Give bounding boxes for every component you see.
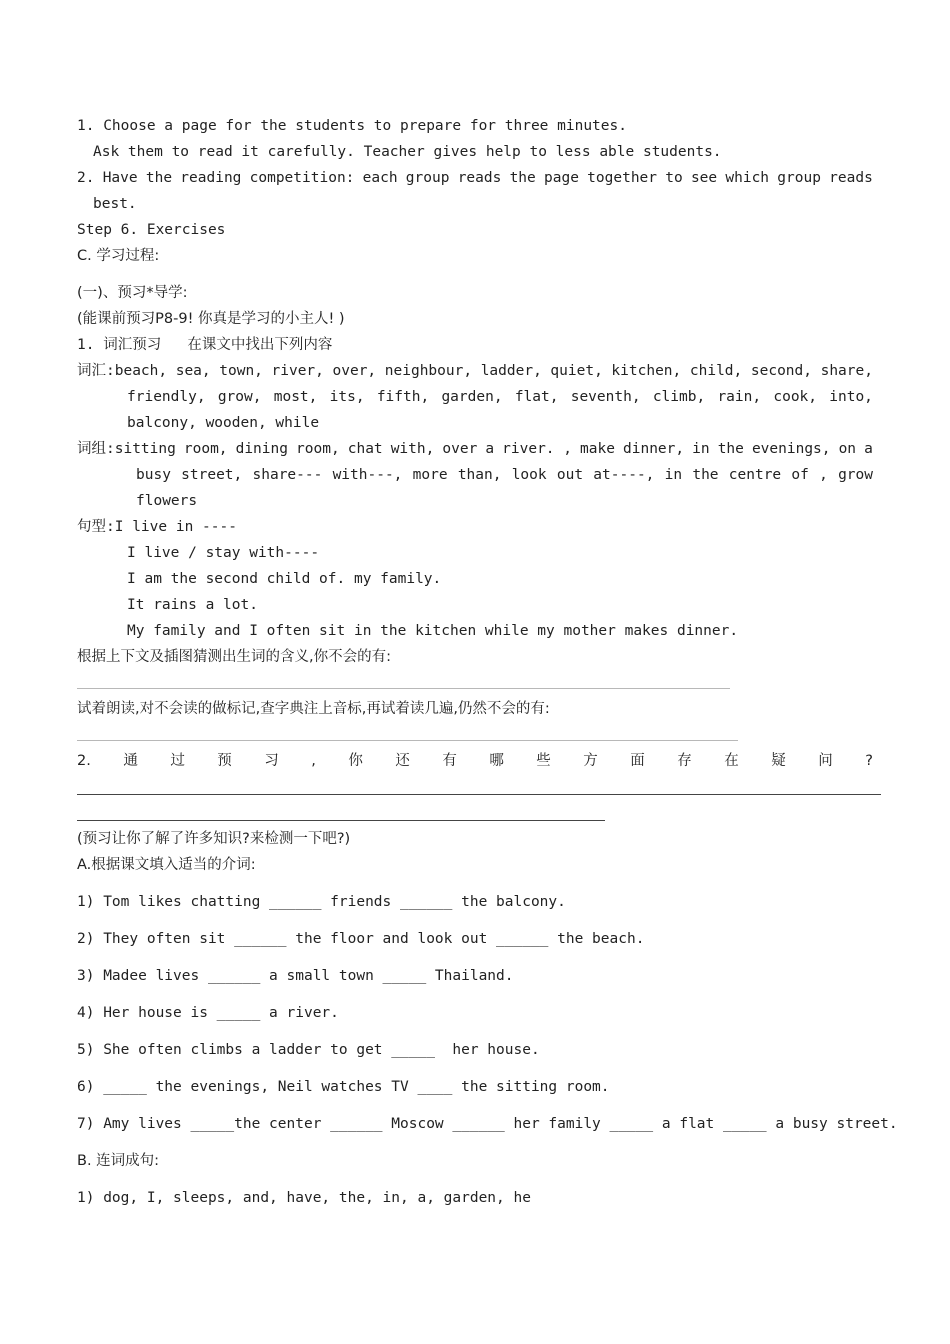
word: neighbour, xyxy=(384,363,473,379)
exercise-b-heading: B. 连词成句: xyxy=(77,1153,160,1169)
word: fifth, xyxy=(376,389,430,405)
word: sea, xyxy=(175,363,211,379)
word: 问 xyxy=(818,753,833,769)
word: share, xyxy=(820,363,873,379)
phrase-line-3: flowers xyxy=(136,493,198,509)
answer-line xyxy=(77,820,605,821)
sentence-pattern-3: I am the second child of. my family. xyxy=(127,571,442,587)
self-check-note: (预习让你了解了许多知识?来检测一下吧?) xyxy=(77,831,351,847)
word: 些 xyxy=(536,753,551,769)
word: its, xyxy=(329,389,365,405)
word: , xyxy=(819,467,828,483)
word: which xyxy=(725,170,770,186)
word: 过 xyxy=(170,753,185,769)
answer-line xyxy=(77,740,738,741)
word: 词组:sitting xyxy=(77,441,176,457)
exercise-a-item-4: 4) Her house is _____ a river. xyxy=(77,1005,339,1021)
word: river, xyxy=(271,363,324,379)
exercise-a-item-6: 6) _____ the evenings, Neil watches TV ____ the sitting room. xyxy=(77,1079,610,1095)
word: street, xyxy=(181,467,243,483)
word: ? xyxy=(865,753,873,769)
word: , xyxy=(311,753,316,769)
vocab-line-1 xyxy=(77,362,873,380)
word: the xyxy=(509,170,536,186)
phrase-line-1 xyxy=(77,440,873,458)
word: make xyxy=(580,441,615,457)
word: page xyxy=(544,170,579,186)
word: with---, xyxy=(332,467,403,483)
word: over, xyxy=(332,363,377,379)
exercise-a-item-1: 1) Tom likes chatting ______ friends ______ the balcony. xyxy=(77,894,566,910)
word: cook, xyxy=(773,389,818,405)
step-item-2 xyxy=(77,169,873,187)
word: look xyxy=(511,467,547,483)
word: 你 xyxy=(348,753,363,769)
word: Have xyxy=(102,170,138,186)
word: the xyxy=(692,467,719,483)
answer-line xyxy=(77,794,881,795)
word: on xyxy=(838,441,857,457)
word: centre xyxy=(728,467,782,483)
word: 2. xyxy=(77,170,95,186)
word: 在 xyxy=(724,753,739,769)
word: reading xyxy=(180,170,242,186)
word: 习 xyxy=(264,753,279,769)
exercise-a-item-3: 3) Madee lives ______ a small town _____ Thailand. xyxy=(77,968,514,984)
sentence-pattern-4: It rains a lot. xyxy=(127,597,258,613)
exercise-a-item-5: 5) She often climbs a ladder to get _____ her house. xyxy=(77,1042,540,1058)
sentence-pattern-2: I live / stay with---- xyxy=(127,545,320,561)
word: 面 xyxy=(630,753,645,769)
word: a xyxy=(485,441,495,457)
exercise-a-heading: A.根据课文填入适当的介词: xyxy=(77,857,256,873)
word: see xyxy=(690,170,718,186)
sentence-pattern-1: 句型:I live in ---- xyxy=(77,519,237,535)
step-6-heading: Step 6. Exercises xyxy=(77,222,226,238)
word: grow, xyxy=(217,389,262,405)
word: group xyxy=(777,170,821,186)
word: quiet, xyxy=(550,363,603,379)
word: busy xyxy=(136,467,171,483)
exercise-a-item-7: 7) Amy lives _____the center ______ Moscow ______ her family _____ a flat _____ a busy street. xyxy=(77,1116,898,1132)
word: share--- xyxy=(252,467,323,483)
word: than, xyxy=(457,467,502,483)
phrase-line-2 xyxy=(136,466,873,484)
word: flat, xyxy=(514,389,559,405)
word: climb, xyxy=(652,389,706,405)
word: in xyxy=(664,467,683,483)
step-item-2-cont: best. xyxy=(93,196,137,212)
word: more xyxy=(412,467,448,483)
word: together xyxy=(587,170,658,186)
word: seventh, xyxy=(570,389,641,405)
guess-meaning-prompt: 根据上下文及插图猜测出生词的含义,你不会的有: xyxy=(77,649,391,665)
exercise-b-item-1: 1) dog, I, sleeps, and, have, the, in, a, garden, he xyxy=(77,1190,531,1206)
word: 疑 xyxy=(771,753,786,769)
word: dining xyxy=(235,441,288,457)
read-aloud-prompt: 试着朗读,对不会读的做标记,查字典注上音标,再试着读几遍,仍然不会的有: xyxy=(77,701,550,717)
question-prompt xyxy=(77,752,873,770)
word: each xyxy=(362,170,398,186)
word: the xyxy=(145,170,173,186)
word: 哪 xyxy=(489,753,504,769)
sentence-pattern-5: My family and I often sit in the kitchen while my mother makes dinner. xyxy=(127,623,739,639)
word: reads xyxy=(829,170,873,186)
word: 通 xyxy=(123,753,138,769)
word: child, xyxy=(689,363,743,379)
word: over xyxy=(442,441,478,457)
word: ladder, xyxy=(480,363,542,379)
word: competition: xyxy=(249,170,355,186)
word: second, xyxy=(750,363,812,379)
word: a xyxy=(864,441,873,457)
word: 还 xyxy=(395,753,410,769)
word: to xyxy=(665,170,683,186)
word: town, xyxy=(219,363,263,379)
word: most, xyxy=(273,389,318,405)
vocab-preview-title: 1. 词汇预习 在课文中找出下列内容 xyxy=(77,337,333,353)
step-item-1: 1. Choose a page for the students to prepare for three minutes. xyxy=(77,118,627,134)
word: at----, xyxy=(593,467,655,483)
word: 2. xyxy=(77,753,91,769)
word: room, xyxy=(296,441,340,457)
word: reads xyxy=(457,170,502,186)
word: evenings, xyxy=(751,441,831,457)
word: out xyxy=(556,467,584,483)
word: kitchen, xyxy=(611,363,682,379)
word: grow xyxy=(838,467,873,483)
word: in xyxy=(692,441,710,457)
word: rain, xyxy=(717,389,762,405)
word: dinner, xyxy=(623,441,685,457)
word: group xyxy=(405,170,450,186)
word: room, xyxy=(183,441,228,457)
word: 预 xyxy=(217,753,232,769)
preview-note: (能课前预习P8-9! 你真是学习的小主人! ) xyxy=(77,311,345,327)
exercise-a-item-2: 2) They often sit ______ the floor and look out ______ the beach. xyxy=(77,931,645,947)
word: into, xyxy=(829,389,873,405)
preview-heading: (一)、预习*导学: xyxy=(77,285,188,301)
section-c-heading: C. 学习过程: xyxy=(77,248,160,264)
word: 方 xyxy=(583,753,598,769)
word: with, xyxy=(390,441,435,457)
word: the xyxy=(717,441,744,457)
word: 词汇:beach, xyxy=(77,363,168,379)
word: river. , xyxy=(502,441,572,457)
word: garden, xyxy=(441,389,503,405)
answer-line xyxy=(77,688,730,689)
word: friendly, xyxy=(127,389,206,405)
word: of xyxy=(791,467,809,483)
word: chat xyxy=(347,441,383,457)
step-item-1-detail: Ask them to read it carefully. Teacher gives help to less able students. xyxy=(93,144,722,160)
word: 存 xyxy=(677,753,692,769)
vocab-line-2 xyxy=(127,388,873,406)
vocab-line-3: balcony, wooden, while xyxy=(127,415,320,431)
word: 有 xyxy=(442,753,457,769)
